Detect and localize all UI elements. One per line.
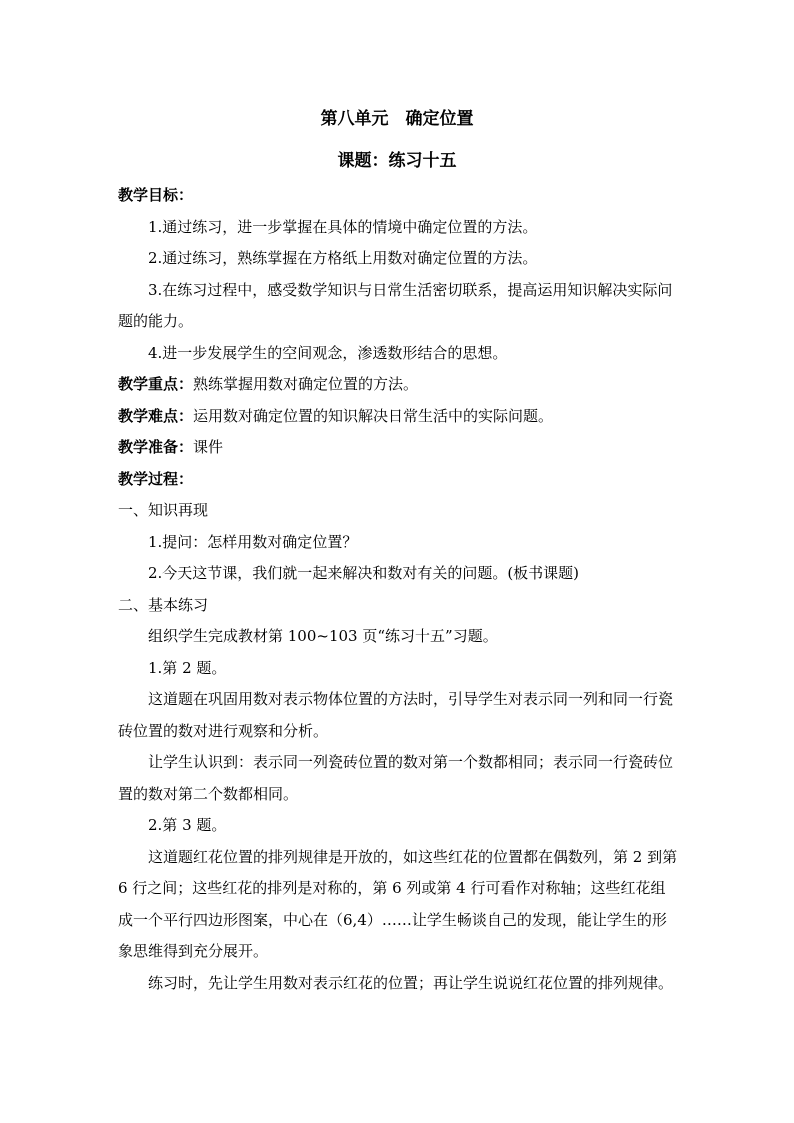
objective-item: 2.通过练习，熟练掌握在方格纸上用数对确定位置的方法。 [148, 249, 538, 267]
objective-item: 3.在练习过程中，感受数学知识与日常生活密切联系，提高运用知识解决实际问题的能力。 [118, 280, 673, 330]
section-paragraph: 这道题在巩固用数对表示物体位置的方法时，引导学生对表示同一列和同一行瓷砖位置的数对进行观察和分析。 [118, 690, 674, 740]
document-body [118, 180, 678, 999]
section-heading: 二、基本练习 [118, 595, 209, 614]
section-item: 1.提问：怎样用数对确定位置？ [148, 532, 358, 551]
difficult-point-label: 教学难点： [118, 406, 194, 425]
preparation-label: 教学准备： [118, 438, 194, 456]
difficult-point-line [118, 401, 678, 433]
document-title: 第八单元 确定位置 [320, 109, 474, 129]
section-paragraph: 2.第 3 题。 [148, 816, 227, 834]
objectives-heading: 教学目标： [118, 186, 194, 204]
section-item: 2.今天这节课，我们就一起来解决和数对有关的问题。(板书课题) [148, 564, 580, 582]
section-paragraph: 1.第 2 题。 [148, 658, 227, 677]
key-point-label: 教学重点： [118, 375, 194, 393]
section-paragraph: 这道题红花位置的排列规律是开放的，如这些红花的位置都在偶数列，第 2 到第 6 行之间；这些红花的排列是对称的，第 6 列或第 4 行可看作对称轴；这些红花组成一个平行四边形图案，中心在（6,4）……让学生畅谈自己的发现，能让学生的形象思维得到充分展开。 [118, 847, 678, 960]
lesson-subtitle: 课题：练习十五 [337, 151, 457, 171]
preparation-text: 课件 [193, 438, 224, 456]
preparation-line [118, 432, 678, 464]
objective-item: 4.进一步发展学生的空间观念，渗透数形结合的思想。 [148, 343, 508, 362]
key-point-text: 熟练掌握用数对确定位置的方法。 [193, 375, 419, 393]
section-paragraph: 让学生认识到：表示同一列瓷砖位置的数对第一个数都相同；表示同一行瓷砖位置的数对第二个数都相同。 [118, 753, 674, 803]
section-paragraph: 组织学生完成教材第 100~103 页“练习十五”习题。 [148, 627, 498, 645]
process-heading: 教学过程： [118, 469, 194, 488]
section-paragraph: 练习时，先让学生用数对表示红花的位置；再让学生说说红花位置的排列规律。 [148, 973, 674, 992]
key-point-line [118, 369, 678, 401]
section-heading: 一、知识再现 [118, 501, 209, 519]
objective-item: 1.通过练习，进一步掌握在具体的情境中确定位置的方法。 [148, 217, 538, 236]
difficult-point-text: 运用数对确定位置的知识解决日常生活中的实际问题。 [193, 406, 554, 425]
